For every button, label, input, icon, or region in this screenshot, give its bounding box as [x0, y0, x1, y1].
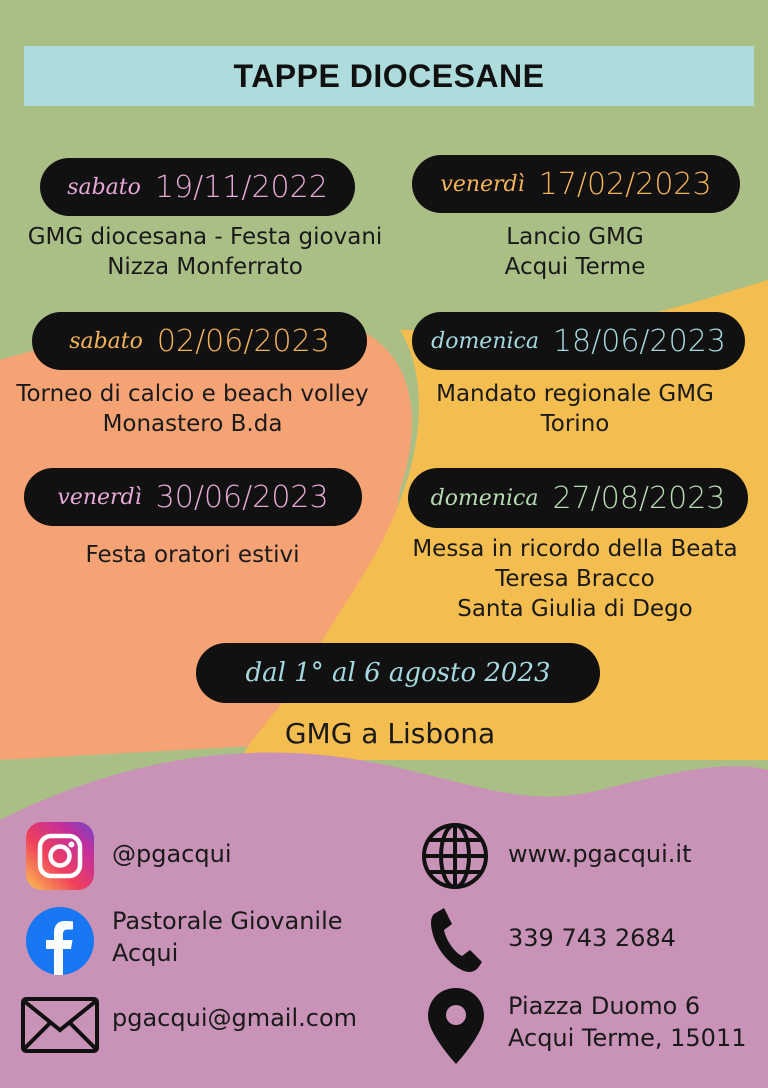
event-date: 02/06/2023: [156, 323, 330, 359]
event-day: domenica: [430, 485, 539, 511]
phone-icon: [428, 904, 484, 974]
event-date: 30/06/2023: [155, 479, 329, 515]
location-pin-icon: [426, 986, 486, 1066]
event-date: 27/08/2023: [552, 480, 726, 516]
globe-icon: [421, 822, 489, 890]
event-description-3: [5, 379, 380, 439]
facebook-icon: [26, 907, 94, 975]
date-pill-3: [32, 312, 367, 370]
event-line: GMG diocesana - Festa giovani: [27, 224, 383, 250]
event-description-6: [400, 534, 750, 624]
facebook-line-1: Pastorale Giovanile: [112, 907, 343, 935]
event-line: Santa Giulia di Dego: [457, 596, 693, 622]
envelope-icon: [20, 996, 100, 1054]
final-event-description: [190, 716, 590, 752]
event-line: Monastero B.da: [102, 411, 283, 437]
event-description-5: [20, 540, 365, 570]
event-description-1: [10, 222, 400, 282]
event-date: 17/02/2023: [538, 166, 712, 202]
event-date: 19/11/2022: [154, 169, 328, 205]
instagram-icon: [26, 822, 94, 890]
event-line: Festa oratori estivi: [85, 542, 300, 568]
address-line-1: Piazza Duomo 6: [508, 992, 701, 1020]
address: [508, 990, 746, 1054]
final-event-date: dal 1° al 6 agosto 2023: [245, 658, 551, 688]
phone-number[interactable]: 339 743 2684: [508, 924, 676, 952]
event-day: sabato: [67, 174, 141, 200]
date-pill-4: [412, 312, 745, 370]
event-day: domenica: [431, 328, 539, 354]
event-description-2: [400, 222, 750, 282]
event-day: venerdì: [440, 171, 525, 197]
event-day: venerdì: [57, 484, 142, 510]
date-pill-final: [196, 643, 600, 703]
event-line: Acqui Terme: [504, 254, 646, 280]
event-line: Torneo di calcio e beach volley: [16, 381, 369, 407]
event-line: Mandato regionale GMG: [436, 381, 714, 407]
facebook-page[interactable]: [112, 905, 343, 969]
date-pill-1: [40, 158, 355, 216]
event-line: Torino: [540, 411, 610, 437]
address-line-2: Acqui Terme, 15011: [508, 1024, 747, 1052]
website-link[interactable]: www.pgacqui.it: [508, 840, 692, 868]
event-line: Lancio GMG: [506, 224, 644, 250]
facebook-line-2: Acqui: [112, 939, 179, 967]
date-pill-6: [408, 468, 748, 528]
event-line: Nizza Monferrato: [107, 254, 303, 280]
page-title: TAPPE DIOCESANE: [233, 57, 545, 94]
event-description-4: [400, 379, 750, 439]
event-date: 18/06/2023: [552, 323, 726, 359]
instagram-handle[interactable]: @pgacqui: [112, 840, 232, 868]
date-pill-2: [412, 155, 740, 213]
email-address[interactable]: pgacqui@gmail.com: [112, 1004, 358, 1032]
event-line: Teresa Bracco: [495, 566, 655, 592]
event-day: sabato: [69, 328, 143, 354]
event-line: Messa in ricordo della Beata: [412, 536, 738, 562]
date-pill-5: [24, 468, 362, 526]
event-line: GMG a Lisbona: [284, 717, 496, 750]
